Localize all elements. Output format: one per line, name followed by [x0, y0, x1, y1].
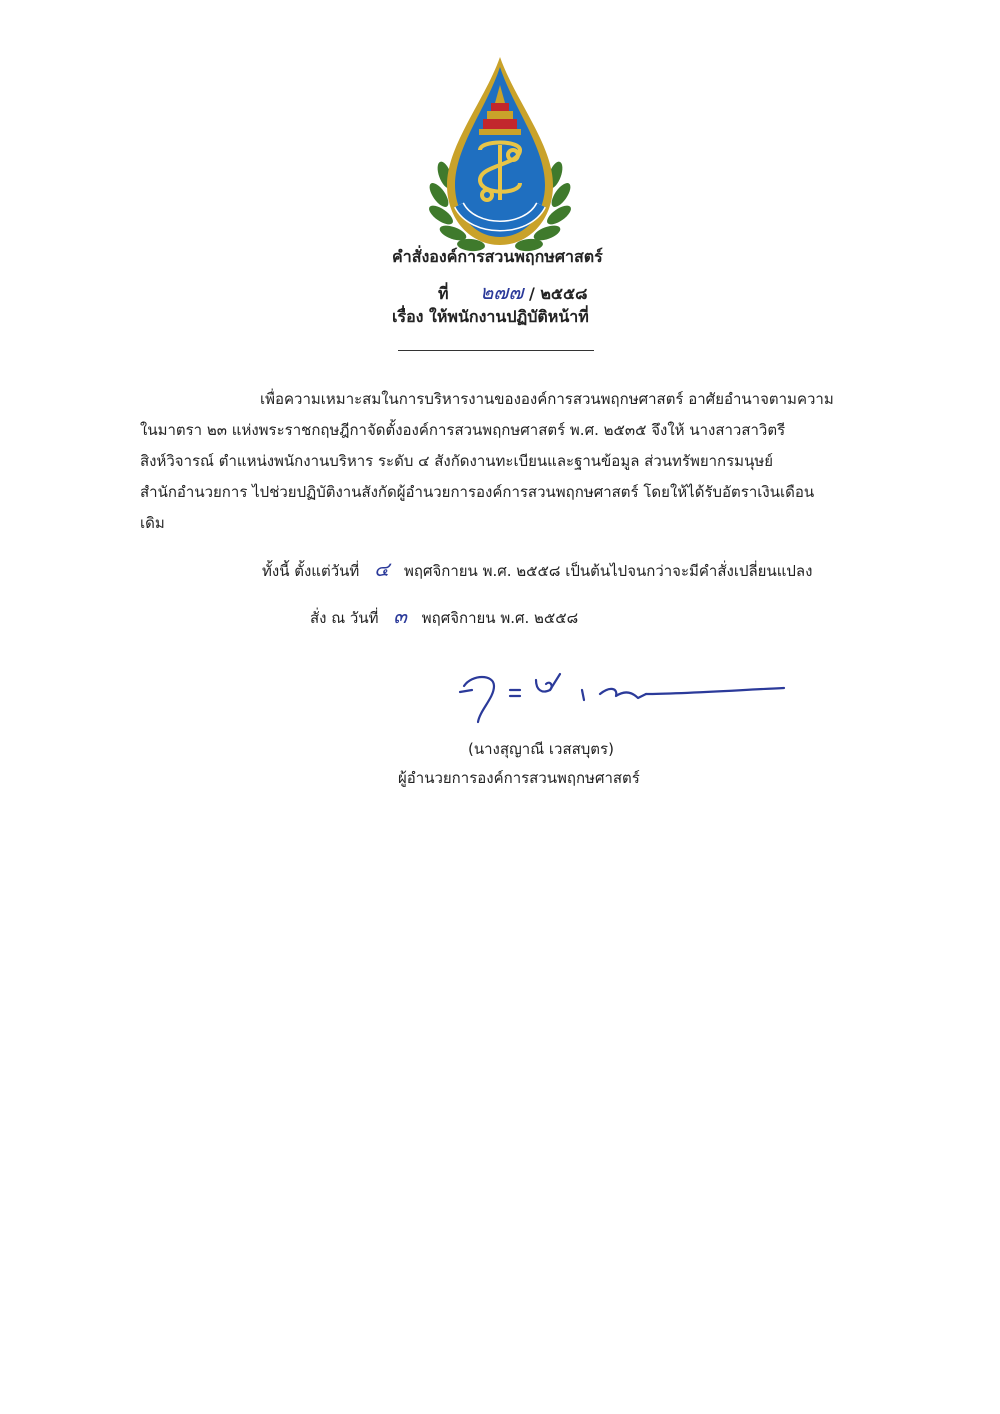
order-title: คำสั่งองค์การสวนพฤกษศาสตร์: [392, 247, 603, 266]
organization-logo: [425, 55, 575, 255]
body-line: สิงห์วิจารณ์ ตำแหน่งพนักงานบริหาร ระดับ ๔ สังกัดงานทะเบียนและฐานข้อมูล ส่วนทรัพยากรมนุษย์: [140, 452, 773, 470]
ordered-day-handwritten: ๓: [393, 604, 407, 628]
body-line: สำนักอำนวยการ ไปช่วยปฏิบัติงานสังกัดผู้อำนวยการองค์การสวนพฤกษศาสตร์ โดยให้ได้รับอัตราเงินเดือน: [140, 483, 815, 501]
effective-day-handwritten: ๔: [374, 557, 390, 581]
order-number-label: ที่: [438, 284, 449, 303]
effective-prefix: ทั้งนี้ ตั้งแต่วันที่: [262, 562, 360, 580]
effective-date-line: [262, 553, 812, 585]
order-number-year: / ๒๕๕๘: [528, 284, 588, 303]
order-body: [140, 384, 864, 539]
handwritten-signature: [450, 660, 790, 730]
order-number-line: [438, 276, 588, 308]
body-line: ในมาตรา ๒๓ แห่งพระราชกฤษฎีกาจัดตั้งองค์การสวนพฤกษศาสตร์ พ.ศ. ๒๕๓๕ จึงให้ นางสาวสาวิตรี: [140, 421, 786, 439]
signer-title: ผู้อำนวยการองค์การสวนพฤกษศาสตร์: [398, 769, 640, 787]
body-line: เพื่อความเหมาะสมในการบริหารงานขององค์การสวนพฤกษศาสตร์ อาศัยอำนาจตามความ: [260, 390, 834, 408]
order-subject: เรื่อง ให้พนักงานปฏิบัติหน้าที่: [392, 307, 589, 326]
header-divider: [398, 350, 594, 351]
ordered-prefix: สั่ง ณ วันที่: [310, 609, 379, 627]
ordered-suffix: พฤศจิกายน พ.ศ. ๒๕๕๘: [421, 609, 579, 627]
body-line: เดิม: [140, 514, 165, 532]
order-date-line: [310, 600, 578, 632]
order-number-handwritten: ๒๗๗: [480, 280, 524, 304]
signer-name: (นางสุญาณี เวสสบุตร): [468, 740, 614, 758]
effective-suffix: พฤศจิกายน พ.ศ. ๒๕๕๘ เป็นต้นไปจนกว่าจะมีคำสั่งเปลี่ยนแปลง: [403, 562, 813, 580]
